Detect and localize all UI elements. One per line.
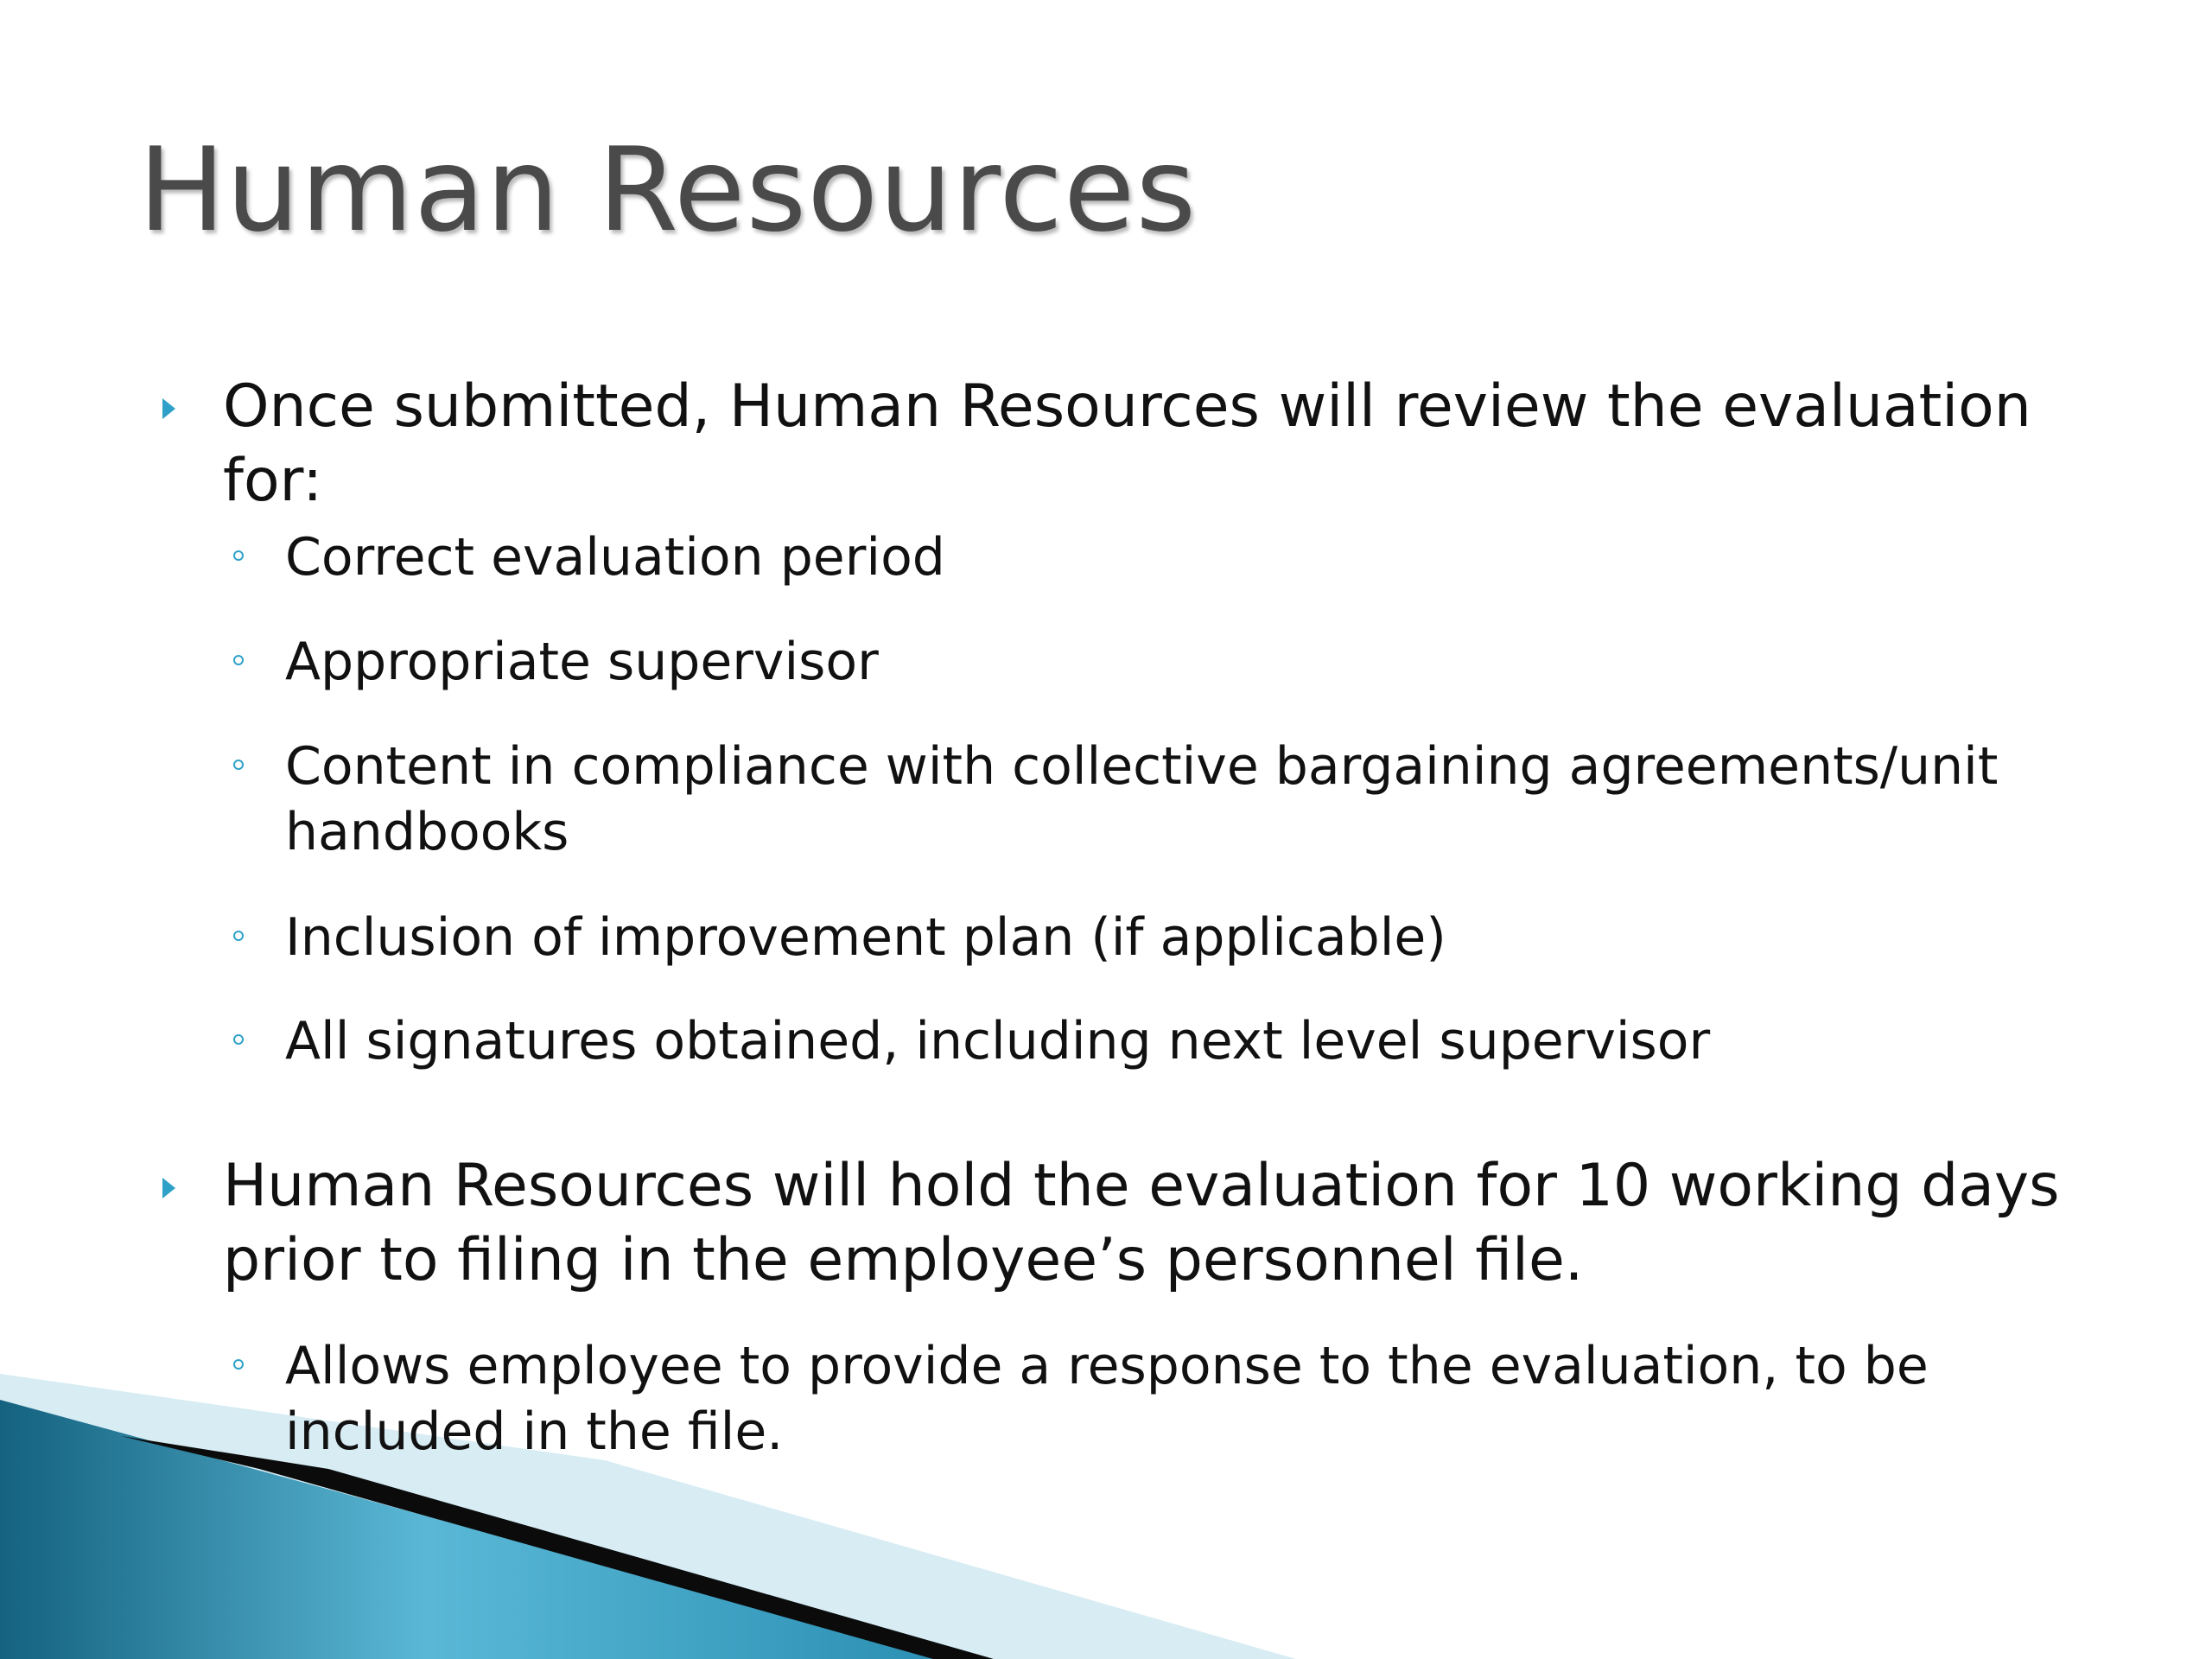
bullet-text: Human Resources will hold the evaluation for 10 working days prior to filing in the employee’s personnel file. (223, 1152, 2060, 1294)
sub-bullet-text: Correct evaluation period (285, 527, 945, 588)
sub-bullet-item (285, 734, 2108, 865)
sub-bullet-item (285, 905, 2108, 970)
slide-title: Human Resources (138, 123, 1198, 257)
sub-bullet-text: Appropriate supervisor (285, 632, 879, 692)
sub-bullet-text: Content in compliance with collective bargaining agreements/unit handbooks (285, 736, 1999, 862)
sub-bullet-text: Allows employee to provide a response to the evaluation, to be included in the file. (285, 1336, 1929, 1462)
circle-bullet-icon (233, 1359, 244, 1370)
sub-bullet-text: Inclusion of improvement plan (if applicable) (285, 907, 1446, 968)
sub-bullet-item (285, 524, 2108, 590)
triangle-bullet-icon (162, 398, 175, 419)
circle-bullet-icon (233, 931, 244, 941)
sub-bullet-item (285, 629, 2108, 695)
bullet-item (223, 1149, 2107, 1298)
circle-bullet-icon (233, 655, 244, 665)
sub-bullet-item (285, 1008, 2108, 1074)
sub-bullet-text: All signatures obtained, including next level supervisor (285, 1011, 1711, 1071)
circle-bullet-icon (233, 1034, 244, 1045)
circle-bullet-icon (233, 760, 244, 770)
circle-bullet-icon (233, 550, 244, 561)
sub-bullet-item (285, 1333, 2108, 1465)
bullet-item (223, 370, 2107, 518)
triangle-bullet-icon (162, 1178, 175, 1198)
bullet-text: Once submitted, Human Resources will review the evaluation for: (223, 372, 2031, 515)
